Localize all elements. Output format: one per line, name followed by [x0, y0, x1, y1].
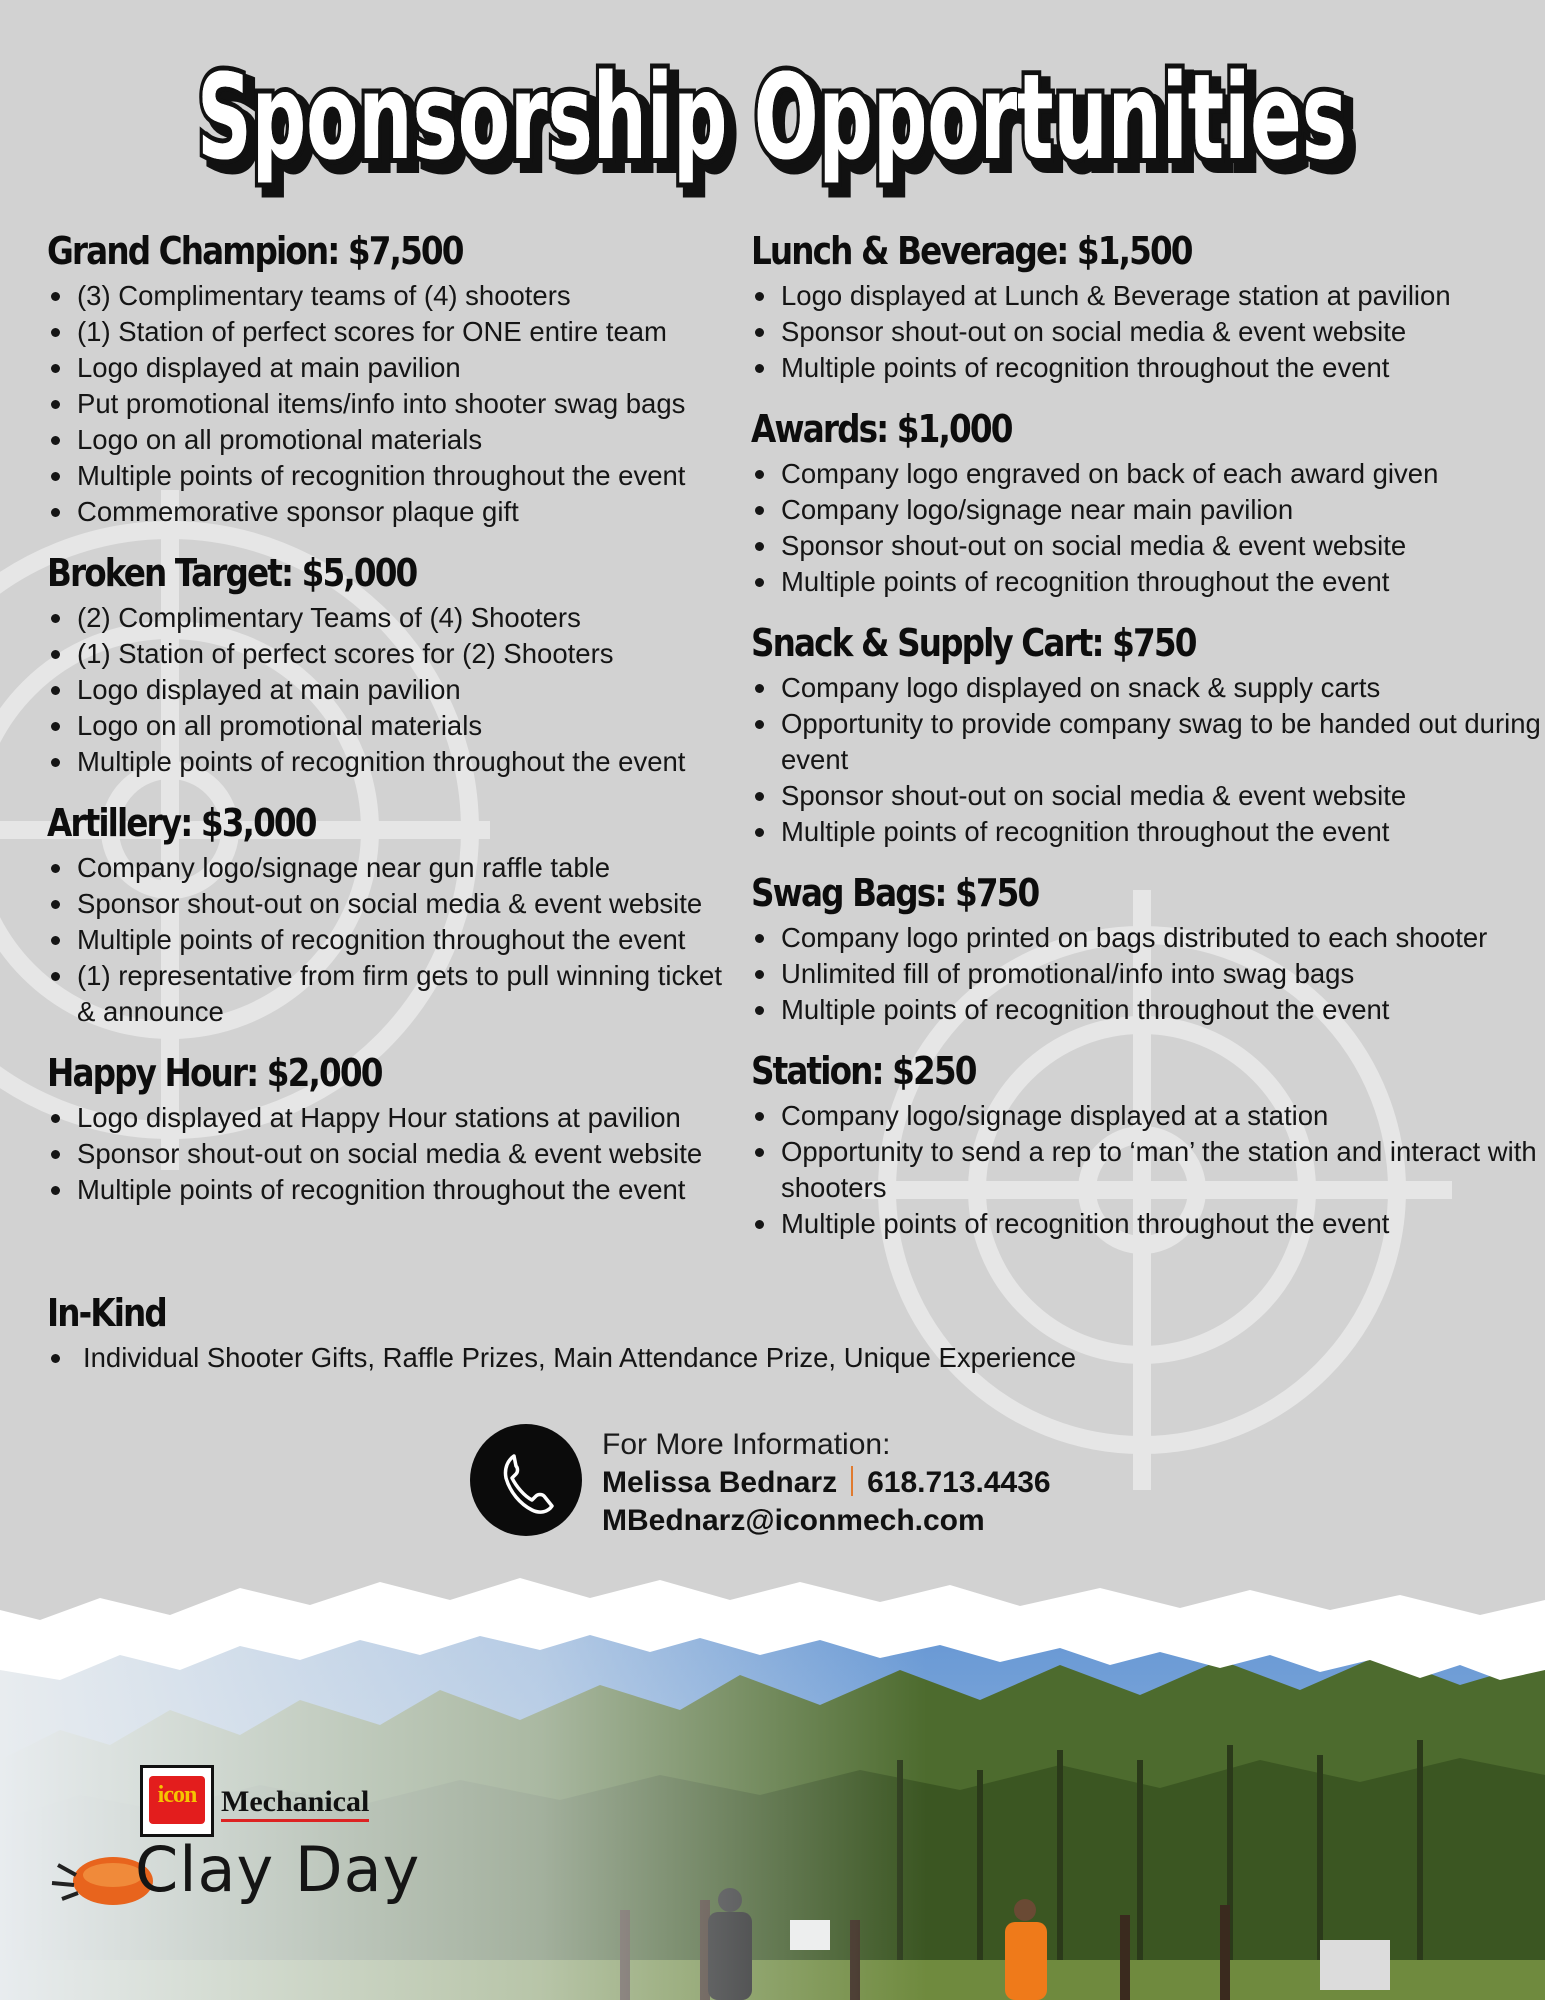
- section-heading: Happy Hour: $2,000: [47, 1051, 382, 1095]
- list-item: Individual Shooter Gifts, Raffle Prizes, Main Attendance Prize, Unique Experience: [47, 1340, 1247, 1376]
- page-title-text: Sponsorship Opportunities: [197, 48, 1347, 186]
- list-item: Multiple points of recognition throughout the event: [751, 564, 1541, 600]
- section-in-kind: [47, 1290, 1247, 1376]
- list-item: Unlimited fill of promotional/info into swag bags: [751, 956, 1541, 992]
- contact-phone[interactable]: 618.713.4436: [867, 1466, 1051, 1499]
- list-item: Logo on all promotional materials: [47, 422, 747, 458]
- section-list: [47, 600, 747, 780]
- sponsor-section: [47, 1050, 747, 1208]
- list-item: Multiple points of recognition throughout the event: [47, 744, 747, 780]
- section-heading: Grand Champion: $7,500: [47, 229, 463, 273]
- section-list: [751, 278, 1541, 386]
- list-item: Logo on all promotional materials: [47, 708, 747, 744]
- list-item: Company logo/signage displayed at a station: [751, 1098, 1541, 1134]
- list-item: Logo displayed at Happy Hour stations at pavilion: [47, 1100, 747, 1136]
- list-item: Sponsor shout-out on social media & event website: [751, 314, 1541, 350]
- page-title-outline: Sponsorship Opportunities: [197, 48, 1347, 186]
- list-item: Multiple points of recognition throughout the event: [47, 922, 747, 958]
- clay-day-logo: [40, 1765, 460, 1915]
- logo-event-name: Clay Day: [135, 1833, 421, 1906]
- contact-block: [470, 1424, 1170, 1544]
- list-item: Opportunity to send a rep to ‘man’ the station and interact with shooters: [751, 1134, 1541, 1206]
- icon-logo-box: [140, 1765, 214, 1837]
- list-item: Multiple points of recognition throughout the event: [751, 1206, 1541, 1242]
- section-list: [47, 850, 747, 1030]
- list-item: Multiple points of recognition throughout the event: [751, 350, 1541, 386]
- list-item: Sponsor shout-out on social media & event website: [47, 886, 747, 922]
- page-title-shadow: Sponsorship Opportunities: [205, 56, 1355, 194]
- section-list: [751, 1098, 1541, 1242]
- list-item: Sponsor shout-out on social media & event website: [47, 1136, 747, 1172]
- section-list: [47, 278, 747, 530]
- list-item: Sponsor shout-out on social media & event website: [751, 778, 1541, 814]
- section-list: [751, 456, 1541, 600]
- sponsor-section: [47, 800, 747, 1030]
- section-heading: Station: $250: [751, 1049, 976, 1093]
- section-heading: Artillery: $3,000: [47, 801, 316, 845]
- list-item: Company logo displayed on snack & supply carts: [751, 670, 1541, 706]
- list-item: Logo displayed at main pavilion: [47, 672, 747, 708]
- list-item: Multiple points of recognition throughout the event: [751, 814, 1541, 850]
- list-item: Multiple points of recognition throughout the event: [47, 1172, 747, 1208]
- list-item: (1) Station of perfect scores for ONE entire team: [47, 314, 747, 350]
- list-item: (1) Station of perfect scores for (2) Shooters: [47, 636, 747, 672]
- icon-logo-word: icon: [157, 1782, 197, 1808]
- list-item: Multiple points of recognition throughout the event: [47, 458, 747, 494]
- sponsor-section: [47, 550, 747, 780]
- sponsor-section: [751, 228, 1541, 386]
- list-item: Commemorative sponsor plaque gift: [47, 494, 747, 530]
- list-item: Company logo engraved on back of each award given: [751, 456, 1541, 492]
- section-list: [751, 670, 1541, 850]
- section-heading: Broken Target: $5,000: [47, 551, 417, 595]
- sponsor-section: [47, 228, 747, 530]
- section-list: [47, 1340, 1247, 1376]
- list-item: Sponsor shout-out on social media & event website: [751, 528, 1541, 564]
- sponsor-section: [751, 870, 1541, 1028]
- contact-email[interactable]: MBednarz@iconmech.com: [602, 1504, 985, 1537]
- section-list: [751, 920, 1541, 1028]
- list-item: Company logo printed on bags distributed to each shooter: [751, 920, 1541, 956]
- contact-text: [602, 1426, 1051, 1540]
- list-item: Company logo/signage near gun raffle table: [47, 850, 747, 886]
- section-heading: In-Kind: [47, 1291, 166, 1335]
- list-item: Put promotional items/info into shooter swag bags: [47, 386, 747, 422]
- contact-name: Melissa Bednarz: [602, 1466, 838, 1499]
- right-column: [751, 228, 1541, 1262]
- list-item: Company logo/signage near main pavilion: [751, 492, 1541, 528]
- logo-company-name: Mechanical: [221, 1785, 369, 1822]
- section-heading: Snack & Supply Cart: $750: [751, 621, 1196, 665]
- sponsor-section: [751, 406, 1541, 600]
- list-item: Logo displayed at main pavilion: [47, 350, 747, 386]
- section-heading: Lunch & Beverage: $1,500: [751, 229, 1192, 273]
- list-item: Multiple points of recognition throughout the event: [751, 992, 1541, 1028]
- section-heading: Swag Bags: $750: [751, 871, 1039, 915]
- list-item: (2) Complimentary Teams of (4) Shooters: [47, 600, 747, 636]
- list-item: Logo displayed at Lunch & Beverage station at pavilion: [751, 278, 1541, 314]
- separator: [851, 1466, 853, 1496]
- section-list: [47, 1100, 747, 1208]
- phone-icon: [470, 1424, 582, 1536]
- list-item: (1) representative from firm gets to pull winning ticket & announce: [47, 958, 747, 1030]
- list-item: (3) Complimentary teams of (4) shooters: [47, 278, 747, 314]
- contact-label: For More Information:: [602, 1428, 891, 1461]
- sponsor-section: [751, 620, 1541, 850]
- list-item: Opportunity to provide company swag to be handed out during event: [751, 706, 1541, 778]
- page-title: [0, 38, 1545, 198]
- sponsor-section: [751, 1048, 1541, 1242]
- contact-name-phone: [602, 1464, 1051, 1502]
- left-column: [47, 228, 747, 1228]
- section-heading: Awards: $1,000: [751, 407, 1012, 451]
